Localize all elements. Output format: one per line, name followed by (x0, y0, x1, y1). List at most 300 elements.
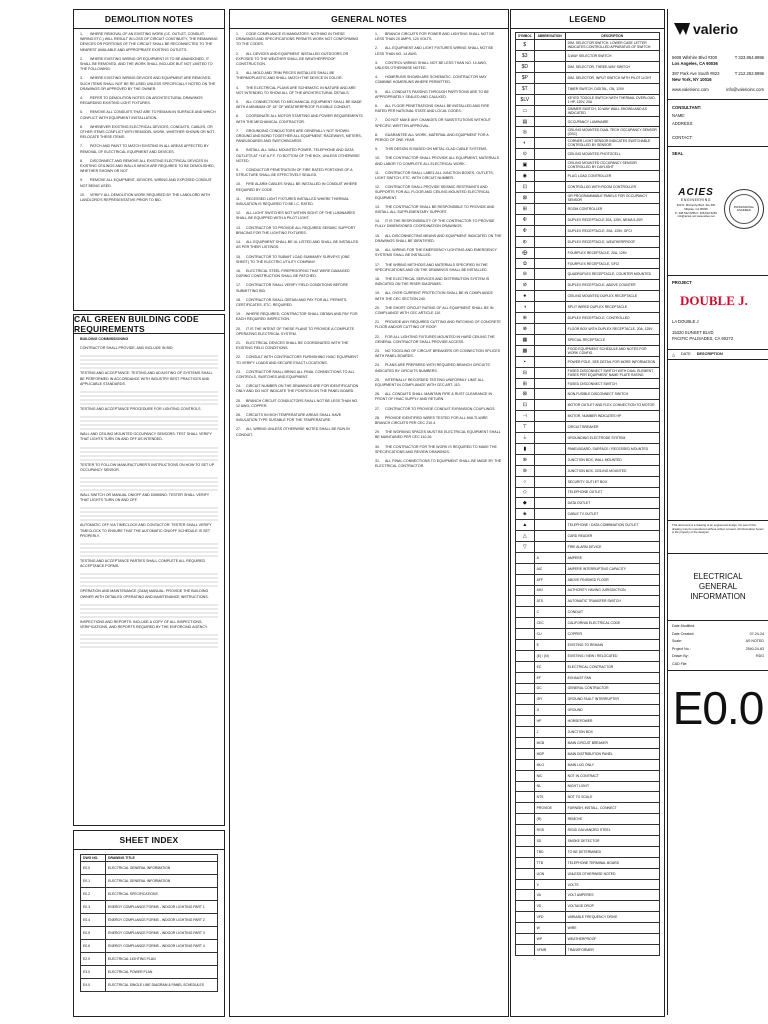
legend-symbol-row (516, 116, 660, 127)
legend-abbr-cell: WP (534, 934, 565, 945)
legend-symbol-icon: ⊗ (516, 323, 535, 334)
text-filler-line (80, 543, 218, 545)
sheet-title-cell: ELECTRICAL GENERAL INFORMATION (106, 862, 218, 875)
legend-desc-cell: DUPLEX RECEPTACLE, CONTROLLED (565, 313, 659, 324)
legend-abbr-cell: AHJ (534, 585, 565, 596)
legend-abbr-cell: GFI (534, 694, 565, 705)
legend-abbr-cell (534, 182, 565, 193)
legend-desc-cell: MAIN LUG ONLY (565, 759, 659, 770)
legend-abbr-cell: MCB (534, 737, 565, 748)
text-filler-line (80, 515, 218, 517)
legend-desc-cell: DIM. SELECTOR, INPUT SWITCH WITH PILOT LIGHT (565, 72, 659, 83)
legend-abbreviation-row (516, 748, 660, 759)
demolition-note (80, 76, 218, 92)
note-text: ALL CONNECTIONS TO MECHANICAL EQUIPMENT SHALL BE MADE WITH A MINIMUM OF 18" OF WEATHERPROOF FLEXIBLE CONDUIT. (236, 100, 362, 110)
legend-abbr-cell: EF (534, 672, 565, 683)
text-filler-line (80, 581, 218, 583)
legend-symbol-icon: ▲ (516, 520, 535, 531)
legend-abbreviation-row (516, 574, 660, 585)
text-filler-line (80, 455, 218, 457)
legend-abbreviation-row (516, 781, 660, 792)
note-text: GUARANTEE ALL WORK, MATERIAL AND EQUIPMENT FOR A PERIOD OF ONE YEAR. (375, 132, 489, 143)
note-text: REFER TO DEMOLITION NOTES ON ARCHITECTURAL DRAWINGS REGARDING EXISTING LIGHT FIXTURES. (80, 96, 203, 106)
legend-desc-cell: AMPERE INTERRUPTING CAPACITY (565, 563, 659, 574)
note-text: CIRCUIT NUMBER ON THE DRAWINGS ARE FOR IDENTIFICATION ONLY AND DO NOT INDICATE THE POSITION ON THE PANEL BOARD. (236, 384, 359, 394)
legend-symbol-icon: ⊞ (516, 204, 535, 215)
legend-symbol-row (516, 280, 660, 291)
sheet-number-cell: E0.2 (81, 888, 106, 901)
legend-desc-cell: GROUNDING ELECTRODE SYSTEM (565, 433, 659, 444)
general-note (375, 306, 502, 316)
note-number: 11. (375, 170, 380, 175)
legend-symbol-row (516, 94, 660, 105)
engineer-sub: ENGINEERING (680, 198, 711, 202)
note-number: 1. (375, 32, 378, 36)
note-number: 24. (375, 363, 380, 368)
legend-abbreviation-row (516, 705, 660, 716)
legend-blank-cell (516, 683, 535, 694)
general-notes-col2 (369, 29, 508, 476)
note-text: VERIFY ALL DEMOLITION WORK REQUIRED BY THE LANDLORD WITH LANDLORD'S REPRESENTATIVE PRIOR TO BID. (80, 192, 211, 203)
legend-symbol-icon: ⊟ (516, 367, 535, 378)
legend-symbol-row (516, 422, 660, 433)
legend-desc-cell: TELEPHONE / DATA COMBINATION OUTLET (565, 520, 659, 531)
note-number: 12. (375, 185, 380, 190)
general-note (236, 148, 363, 164)
legend-symbol-icon: ⊣ (516, 411, 535, 422)
legend-symbol-icon: ▮ (516, 443, 535, 454)
legend-title: LEGEND (511, 10, 664, 29)
legend-abbr-cell (534, 323, 565, 334)
note-number: 6. (80, 124, 83, 129)
legend-desc-cell: DIM. SELECTOR, THREE-WAY SWITCH (565, 61, 659, 72)
legend-desc-cell: WEATHERPROOF (565, 934, 659, 945)
legend-symbol-row (516, 433, 660, 444)
legend-blank-cell (516, 857, 535, 868)
legend-desc-cell: CEILING MOUNTED DUPLEX RECEPTACLE (565, 291, 659, 302)
text-filler-line (80, 638, 218, 640)
demolition-note (80, 193, 218, 203)
date-created: 07-24-24 (749, 631, 764, 636)
note-text: PATCH AND PAINT TO MATCH EXISTING IN ALL AREAS AFFECTED BY REMOVAL OF ELECTRICAL EQUIPMENT AND DEVICES. (80, 144, 209, 154)
general-note (236, 86, 363, 96)
general-note (236, 413, 363, 423)
legend-blank-cell (516, 650, 535, 661)
text-filler-line (80, 391, 218, 393)
legend-symbol-icon: ● (516, 291, 535, 302)
sheet-index-panel (73, 830, 225, 1017)
sheet-title-cell: ELECTRICAL SPECIFICATIONS (106, 888, 218, 901)
note-number: 31. (375, 458, 380, 463)
table-row (81, 940, 218, 953)
consultant-label: CONSULTANT: (672, 105, 702, 110)
general-note (236, 355, 363, 365)
table-row (81, 953, 218, 966)
note-text: PROVIDE IDENTIFIED WIRES TESTED FOR ALL MULTI-WIRE BRANCH CIRCUITS PER CEC 210.4. (375, 415, 488, 425)
legend-abbr-cell (534, 83, 565, 94)
legend-desc-cell: TO BE DETERMINED (565, 846, 659, 857)
demolition-note (80, 144, 218, 154)
legend-abbreviation-row (516, 825, 660, 836)
sheet-title: ELECTRICAL GENERAL INFORMATION (668, 553, 768, 620)
table-row (81, 979, 218, 992)
general-notes-panel (229, 9, 509, 1017)
general-note (375, 32, 502, 42)
legend-abbr-cell: AFF (534, 574, 565, 585)
sheet-number-cell: E2.0 (81, 953, 106, 966)
note-text: REMOVE ALL EQUIPMENT, DEVICES, WIRING AND EXPOSED CONDUIT NOT BEING USED. (80, 178, 212, 188)
sheet-index-table (80, 854, 218, 992)
note-number: 5. (236, 100, 239, 105)
note-text: CONTRACTOR SHALL BRING ALL FINAL CONNECTIONS TO ALL CONTROLS, SWITCHES AND EQUIPMENT. (236, 369, 355, 379)
legend-desc-cell: CALIFORNIA ELECTRICAL CODE (565, 618, 659, 629)
note-text: DISCONNECT AND REMOVE ALL EXISTING ELECTRICAL DEVICES IN EXISTING CEILINGS AND WALLS WHICH ARE REQUIRED TO BE DEMOLISHED, WHETHER SHOWN OR NOT. (80, 158, 215, 174)
note-number: 9. (236, 168, 239, 173)
sheet-title-cell: ELECTRICAL GENERAL INFORMATION (106, 875, 218, 888)
note-text: PLANS ARE PREPARED WITH REQUIRED BRANCH CIRCUITS INDICATED BY CIRCUITS NUMBERS. (375, 363, 490, 373)
general-note (236, 114, 363, 124)
note-number: 1. (236, 32, 239, 36)
legend-desc-cell: GROUND (565, 705, 659, 716)
general-note (236, 182, 363, 192)
general-note (236, 168, 363, 178)
general-note (375, 156, 502, 166)
note-text: ALL EQUIPMENT AND LIGHT FIXTURES WIRING SHALL NOT BE LESS THAN NO. 14 AWG. (375, 46, 494, 56)
project-label: PROJECT (672, 280, 692, 285)
text-filler-line (80, 585, 218, 587)
general-notes-col1 (230, 29, 369, 476)
note-number: 3. (375, 60, 378, 65)
legend-blank-cell (516, 639, 535, 650)
legend-desc-cell: CEILING MOUNTED PHOTOCELL (565, 149, 659, 160)
sheet-number-cell: E0.3 (81, 901, 106, 914)
legend-symbol-icon: ⊤ (516, 422, 535, 433)
text-filler-line (80, 481, 218, 483)
legend-symbol-row (516, 51, 660, 62)
ny-phone: T 212.252.8996 (734, 71, 764, 76)
contact-label: CONTACT: (672, 135, 693, 140)
legend-symbol-icon: ▩ (516, 345, 535, 356)
legend-desc-cell: AUTHORITY HAVING JURISDICTION (565, 585, 659, 596)
general-note (375, 363, 502, 373)
legend-symbol-icon: ◆ (516, 498, 535, 509)
calgreen-paragraph: CONTRACTOR SHALL PROVIDE, AND INCLUDE IN BID: (80, 346, 174, 351)
text-filler-line (80, 355, 218, 357)
sheet-title-cell: ENERGY COMPLIANCE FORMS - INDOOR LIGHTING PART 1 (106, 901, 218, 914)
general-note (236, 226, 363, 236)
sheet-index-col-num: DWG NO. (81, 855, 106, 862)
legend-symbol-icon: ⊡ (516, 182, 535, 193)
legend-blank-cell (516, 792, 535, 803)
la-phone: T 323.954.8996 (734, 55, 764, 60)
legend-abbreviation-row (516, 814, 660, 825)
legend-symbol-icon: ▦ (516, 334, 535, 345)
legend-abbr-cell: GC (534, 683, 565, 694)
note-number: 6. (375, 104, 378, 109)
note-text: CONSULT WITH CONTRACTORS FURNISHING HVAC EQUIPMENT TO VERIFY LOADS AND SECURE EXACT LOCATIONS. (236, 355, 359, 365)
legend-abbr-cell (534, 72, 565, 83)
engineer-address: 400 N. McCarthy Blvd. Ste 300 Milpitas, CA 95035 P: 408.522.5255 F: 408.522.5260 info@acies.net www.acies.net (675, 203, 717, 219)
note-text: BRANCH CIRCUITS FOR POWER AND LIGHTING SHALL NOT BE LESS THAN 20 AMPS, 120 VOLTS. (375, 32, 495, 42)
legend-symbol-icon: $ (516, 40, 535, 51)
revision-date-label: DATE (680, 352, 691, 356)
note-number: 27. (236, 427, 241, 432)
note-text: WHERE REQUIRED, CONTRACTOR SHALL OBTAIN AND PAY FOR EACH REQUIRED INSPECTION. (236, 312, 358, 322)
general-note (375, 320, 502, 330)
note-text: ALL LIGHT SWITCHES NOT WITHIN SIGHT OF THE LUMINAIRES SHALL BE EQUIPPED WITH A PILOT LIGHT. (236, 211, 356, 221)
legend-desc-cell: DUPLEX RECEPTACLE, 20A, 125V, GFCI (565, 225, 659, 236)
legend-desc-cell: COPPER (565, 629, 659, 640)
note-text: ALL MOLD AND TRIM PIECES INSTALLED SHALL BE THERMOPLASTIC AND SHALL MATCH THE DEVICE IN COLOR. (236, 71, 343, 81)
legend-symbol-row (516, 40, 660, 51)
legend-blank-cell (516, 563, 535, 574)
note-number: 18. (236, 297, 241, 302)
calgreen-paragraph: TESTING AND ACCEPTANCE PARTIES SHALL COMPLETE ALL REQUIRED ACCEPTANCE FORMS. (80, 559, 206, 569)
legend-desc-cell: UNLESS OTHERWISE NOTED (565, 868, 659, 879)
general-note (375, 263, 502, 273)
note-text: GROUNDING CONDUCTORS ARE GENERALLY NOT SHOWN. GROUND AND BOND TOGETHER ALL EQUIPMENT, RACEWAYS, METERS, PANELBOARDS AND SWITCHBOARDS. (236, 128, 362, 144)
legend-abbreviation-row (516, 868, 660, 879)
legend-symbol-icon: ▪ (516, 356, 535, 367)
legend-desc-cell: TELEPHONE OUTLET (565, 487, 659, 498)
note-number: 1. (80, 32, 83, 36)
legend-abbreviation-row (516, 727, 660, 738)
legend-blank-cell (516, 727, 535, 738)
legend-desc-cell: HORSEPOWER (565, 716, 659, 727)
legend-symbol-row (516, 541, 660, 552)
sheet-title-cell: ELECTRICAL LIGHTING PLAN (106, 953, 218, 966)
legend-symbol-row (516, 127, 660, 138)
legend-abbreviation-row (516, 879, 660, 890)
legend-symbol-row (516, 72, 660, 83)
legend-abbr-cell (534, 171, 565, 182)
legend-blank-cell (516, 846, 535, 857)
seal-label: SEAL (672, 151, 684, 156)
general-note (375, 133, 502, 143)
legend-desc-cell: CIRCUIT BREAKER (565, 422, 659, 433)
legend-symbol-row (516, 258, 660, 269)
legend-desc-cell: JUNCTION BOX, WALL MOUNTED (565, 454, 659, 465)
legend-symbol-row (516, 323, 660, 334)
note-number: 20. (375, 305, 380, 310)
legend-desc-cell: NOT TO SCALE (565, 792, 659, 803)
legend-desc-cell: RIGID GALVANIZED STEEL (565, 825, 659, 836)
legend-symbol-icon: ◉ (516, 171, 535, 182)
note-number: 19. (236, 312, 241, 317)
general-note (375, 118, 502, 128)
note-number: 30. (375, 444, 380, 449)
legend-abbr-cell (534, 291, 565, 302)
demolition-panel (73, 9, 225, 311)
legend-abbr-cell: MDP (534, 748, 565, 759)
sheet-number-cell: E4.0 (81, 979, 106, 992)
text-filler-line (80, 519, 218, 521)
legend-blank-cell (516, 770, 535, 781)
text-filler-line (80, 459, 218, 461)
note-number: 5. (375, 89, 378, 94)
legend-desc-cell: TELEPHONE TERMINAL BOARD (565, 857, 659, 868)
note-text: COORDINATE ALL MOTOR STARTING AND POWER REQUIREMENTS WITH THE MECHANICAL CONTRACTOR. (236, 114, 363, 124)
legend-desc-cell: JUNCTION BOX, CEILING MOUNTED (565, 465, 659, 476)
note-number: 24. (236, 384, 241, 389)
text-filler-line (80, 616, 218, 618)
firm-email: info@valerioinc.com (726, 87, 764, 92)
legend-desc-cell: MAIN DISTRIBUTION PANEL (565, 748, 659, 759)
legend-blank-cell (516, 901, 535, 912)
legend-desc-cell: SECURITY OUTLET BOX (565, 476, 659, 487)
legend-abbr-cell (534, 498, 565, 509)
note-text: WHERE EXISTING WIRING DEVICES AND EQUIPMENT ARE REMOVED, SUCH ITEMS SHALL NOT BE RE-USED UNLESS SPECIFICALLY NOTED ON THE DRAWINGS OR APPROVED BY THE OWNER. (80, 76, 216, 91)
note-number: 21. (236, 340, 241, 345)
legend-blank-cell (516, 912, 535, 923)
legend-abbr-cell: TBD (534, 846, 565, 857)
note-number: 11. (236, 196, 241, 201)
note-number: 22. (236, 355, 241, 360)
legend-desc-cell: SPECIAL RECEPTACLE (565, 334, 659, 345)
legend-symbol-row (516, 225, 660, 236)
text-filler-line (80, 485, 218, 487)
legend-abbr-cell: (R) (534, 814, 565, 825)
legend-symbol-icon: ○ (516, 476, 535, 487)
legend-symbol-icon: $P (516, 72, 535, 83)
note-number: 10. (80, 192, 85, 197)
legend-desc-cell: EXISTING TO REMAIN (565, 639, 659, 650)
sheet-number-cell: E0.5 (81, 927, 106, 940)
note-number: 16. (375, 248, 380, 253)
legend-abbr-cell (534, 313, 565, 324)
note-text: HOMERUNS SHOWN ARE SCHEMATIC. CONTRACTOR MAY COMBINE HOMERUNS WHERE PERMITTED. (375, 75, 487, 85)
legend-symbol-icon: Ф (516, 225, 535, 236)
legend-desc-cell: FLOOR BOX WITH DUPLEX RECEPTACLE, 20A, 125V (565, 323, 659, 334)
legend-abbreviation-row (516, 759, 660, 770)
legend-desc-cell: CORNER LIGHT SENSOR INDICATES SWITCHABLE CONTROLLED BY SENSOR (565, 138, 659, 149)
legend-abbr-cell: VA (534, 890, 565, 901)
legend-abbreviation-row (516, 716, 660, 727)
text-filler-line (80, 646, 218, 648)
demolition-note (80, 159, 218, 175)
demolition-note (80, 110, 218, 120)
note-text: IT IS THE INTENT OF THESE PLANS TO PROVIDE A COMPLETE OPERATING ELECTRICAL SYSTEM. (236, 326, 355, 336)
note-text: CODE COMPLIANCE IS MANDATORY. NOTHING IN THESE DRAWINGS AND SPECIFICATIONS PERMITS WORK NOT CONFORMING TO THE CODES. (236, 32, 359, 47)
legend-desc-cell: PLUG LOAD CONTROLLER (565, 171, 659, 182)
scale-label: Scale: (672, 639, 682, 643)
legend-desc-cell: DIMMER SWITCH, 10-WAY WALL SHOWN AND AS INDICATED (565, 105, 659, 116)
note-number: 12. (236, 211, 241, 216)
legend-abbr-cell (534, 433, 565, 444)
legend-symbol-row (516, 269, 660, 280)
legend-symbol-icon: $3 (516, 51, 535, 62)
general-note (375, 147, 502, 152)
legend-abbr-cell: A (534, 552, 565, 563)
legend-abbreviation-row (516, 618, 660, 629)
general-note (236, 52, 363, 68)
note-text: CONTROL WIRING SHALL NOT BE LESS THAN NO. 14 AWG, UNLESS OTHERWISE NOTED. (375, 60, 487, 71)
text-filler-line (80, 507, 218, 509)
legend-symbol-row (516, 105, 660, 116)
legend-abbr-cell (534, 345, 565, 356)
legend-symbol-row (516, 476, 660, 487)
table-row (81, 888, 218, 901)
general-note (236, 399, 363, 409)
note-number: 29. (375, 430, 380, 435)
address-label: ADDRESS: (672, 121, 694, 126)
legend-abbreviation-row (516, 857, 660, 868)
engineer-logo (672, 187, 720, 219)
note-number: 6. (236, 114, 239, 119)
legend-desc-cell: VOLTAGE DROP (565, 901, 659, 912)
general-note (375, 416, 502, 426)
text-filler-line (80, 612, 218, 614)
note-text: WHERE EXISTING WIRING OR EQUIPMENT IS TO BE ABANDONED, IT SHALL BE REMOVED, AND THE WORK SHALL INCLUDE BUT NOT LIMITED TO THE FOLLOWING: (80, 56, 213, 72)
note-number: 18. (375, 276, 380, 281)
general-note (375, 407, 502, 412)
note-number: 3. (80, 76, 83, 81)
legend-symbol-row (516, 378, 660, 389)
note-text: WHENEVER EXISTING ELECTRICAL DEVICES, CONDUITS, CABLES, OR OTHER ITEMS CONFLICT WITH REMODEL WORK, WHETHER SHOWN OR NOT, RELOCATE THESE ITEMS. (80, 124, 215, 140)
table-row (81, 914, 218, 927)
text-filler-line (80, 642, 218, 644)
text-filler-line (80, 395, 218, 397)
legend-abbr-cell (534, 334, 565, 345)
legend-symbol-icon: △ (516, 531, 535, 542)
text-filler-line (80, 577, 218, 579)
text-filler-line (80, 367, 218, 369)
legend-blank-cell (516, 737, 535, 748)
legend-abbreviation-row (516, 629, 660, 640)
calgreen-paragraph: INSPECTIONS AND REPORTS: INCLUDE A COPY OF ALL INSPECTIONS, VERIFICATIONS, AND REPORTS REQUIRED BY THE ENFORCING AGENCY. (80, 619, 208, 630)
note-number: 23. (236, 369, 241, 374)
legend-blank-cell (516, 607, 535, 618)
text-filler-line (80, 359, 218, 361)
note-number: 26. (236, 412, 241, 417)
legend-abbreviation-row (516, 803, 660, 814)
sheet-number: E0.0 (668, 670, 768, 735)
note-text: CONTRACTOR TO PROVIDE ALL REQUIRED SEISMIC SUPPORT BRACING FOR THE LIGHTING FIXTURES. (236, 225, 356, 235)
general-note (375, 445, 502, 455)
legend-symbol-icon: ◇ (516, 487, 535, 498)
note-text: ELECTRICAL DEVICES SHALL BE COORDINATED WITH THE EXISTING FIELD CONDITIONS. (236, 340, 349, 351)
legend-abbr-cell (534, 127, 565, 138)
note-text: CONTRACTOR TO PROVIDE CONDUIT EXPANSION COUPLINGS. (385, 406, 496, 411)
legend-blank-cell (516, 868, 535, 879)
legend-abbr-cell: NTS (534, 792, 565, 803)
legend-abbr-cell: HP (534, 716, 565, 727)
general-note (236, 298, 363, 308)
drawn-by-label: Drawn By: (672, 654, 689, 658)
general-note (375, 430, 502, 440)
legend-abbreviation-row (516, 901, 660, 912)
sheet-title-cell: ENERGY COMPLIANCE FORMS - INDOOR LIGHTING PART 3 (106, 927, 218, 940)
note-number: 7. (236, 128, 239, 133)
general-note (236, 211, 363, 221)
legend-symbol-row (516, 520, 660, 531)
legend-desc-cell: DUPLEX RECEPTACLE 20A, 125V, NEMA 5-20R (565, 215, 659, 226)
text-filler-line (80, 511, 218, 513)
legend-symbol-row (516, 498, 660, 509)
legend-abbr-cell: EC (534, 661, 565, 672)
revision-description-label: DESCRIPTION (696, 352, 723, 356)
legend-desc-cell: OR PROGRAMMABLE PANELS FOR OCCUPANCY SENSOR (565, 193, 659, 204)
note-text: ALL OVER CURRENT PROTECTION SHALL BE IN COMPLIANCE WITH THE CEC SECTION 240. (375, 291, 493, 301)
legend-desc-cell: TRANSFORMER (565, 944, 659, 955)
legend-abbr-cell: (E) / (N) (534, 650, 565, 661)
legend-abbr-cell (534, 541, 565, 552)
legend-abbr-cell: MLO (534, 759, 565, 770)
general-note (375, 277, 502, 287)
legend-abbr-cell (534, 454, 565, 465)
note-number: 9. (375, 147, 378, 152)
note-number: 20. (236, 326, 241, 331)
